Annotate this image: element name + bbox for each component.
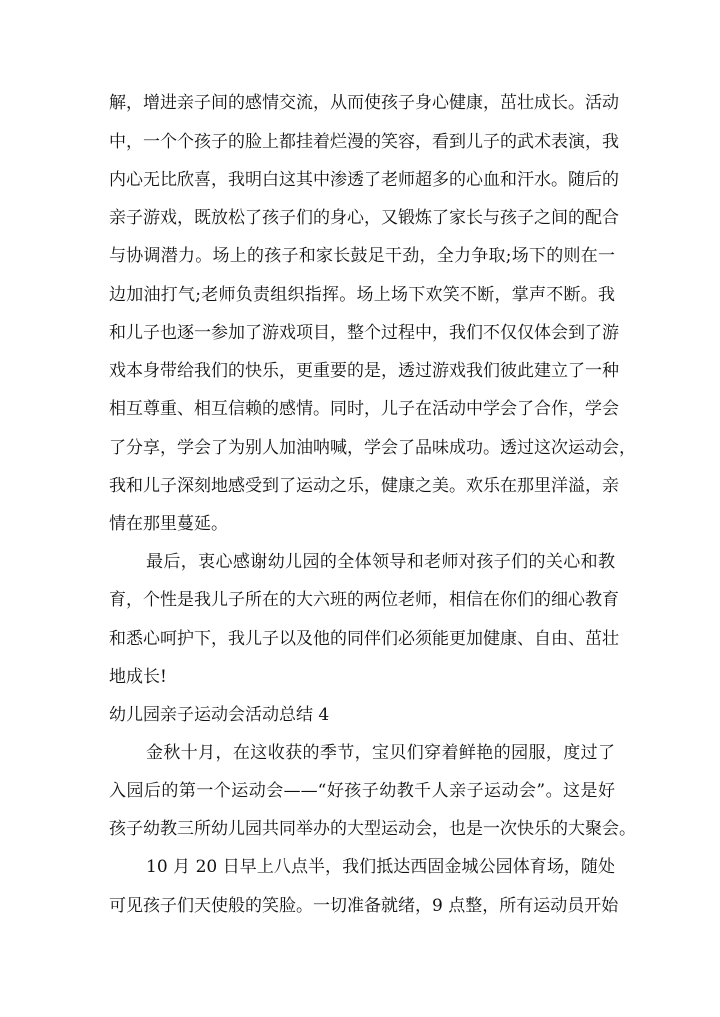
paragraph-3-line-2: 入园后的第一个运动会——“好孩子幼教千人亲子运动会”。这是好 xyxy=(109,781,615,801)
section-heading: 幼儿园亲子运动会活动总结 4 xyxy=(109,705,330,725)
paragraph-1-line-8: 戏本身带给我们的快乐，更重要的是，透过游戏我们彼此建立了一种 xyxy=(109,361,619,381)
paragraph-3-line-1: 金秋十月，在这收获的季节，宝贝们穿着鲜艳的园服，度过了 xyxy=(146,743,615,763)
paragraph-1-line-2: 中，一个个孩子的脸上都挂着烂漫的笑容，看到儿子的武术表演，我 xyxy=(109,132,619,152)
paragraph-2-line-2: 育，个性是我儿子所在的大六班的两位老师，相信在你们的细心教育 xyxy=(109,590,619,610)
paragraph-4-line-2: 可见孩子们天使般的笑脸。一切准备就绪，9 点整，所有运动员开始 xyxy=(109,896,619,916)
paragraph-2-line-3: 和悉心呵护下，我儿子以及他的同伴们必须能更加健康、自由、茁壮 xyxy=(109,629,619,649)
paragraph-1-line-12: 情在那里蔓延。 xyxy=(109,514,228,534)
paragraph-3-line-3: 孩子幼教三所幼儿园共同举办的大型运动会，也是一次快乐的大聚会。 xyxy=(109,819,636,839)
paragraph-1-line-7: 和儿子也逐一参加了游戏项目，整个过程中，我们不仅仅体会到了游 xyxy=(109,323,619,343)
paragraph-1-line-1: 解，增进亲子间的感情交流，从而使孩子身心健康，茁壮成长。活动 xyxy=(109,93,619,113)
paragraph-1-line-11: 我和儿子深刻地感受到了运动之乐，健康之美。欢乐在那里洋溢，亲 xyxy=(109,476,619,496)
paragraph-1-line-10: 了分享，学会了为别人加油呐喊，学会了品味成功。透过这次运动会， xyxy=(109,438,636,458)
paragraph-1-line-4: 亲子游戏，既放松了孩子们的身心，又锻炼了家长与孩子之间的配合 xyxy=(109,208,619,228)
paragraph-2-line-4: 地成长! xyxy=(109,667,167,687)
paragraph-1-line-9: 相互尊重、相互信赖的感情。同时，儿子在活动中学会了合作，学会 xyxy=(109,399,619,419)
paragraph-1-line-6: 边加油打气;老师负责组织指挥。场上场下欢笑不断，掌声不断。我 xyxy=(109,285,615,305)
paragraph-1-line-3: 内心无比欣喜，我明白这其中渗透了老师超多的心血和汗水。随后的 xyxy=(109,170,619,190)
paragraph-1-line-5: 与协调潜力。场上的孩子和家长鼓足干劲，全力争取;场下的则在一 xyxy=(109,246,615,266)
paragraph-4-line-1: 10 月 20 日早上八点半，我们抵达西固金城公园体育场，随处 xyxy=(146,857,615,877)
paragraph-2-line-1: 最后，衷心感谢幼儿园的全体领导和老师对孩子们的关心和教 xyxy=(146,552,615,572)
